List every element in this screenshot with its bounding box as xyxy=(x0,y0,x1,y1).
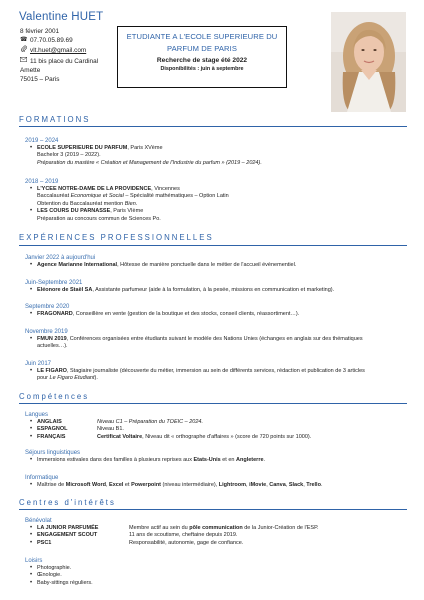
formation-esp xyxy=(25,137,405,167)
experience-figaro xyxy=(25,360,405,383)
list-item: • Baby-sittings réguliers. xyxy=(25,580,405,587)
experience-date: Juin-Septembre 2021 xyxy=(25,280,83,286)
address-line-3: 75015 – Paris xyxy=(20,76,60,84)
experience-date: Juin 2017 xyxy=(25,361,52,367)
list-item: • FMUN 2019, Conférences organisées entre étudiants suivant le modèle des Nations Unies (échanges en anglais sur des thématiques xyxy=(25,336,405,343)
objective-box xyxy=(117,26,287,88)
objective-title-2: PARFUM DE PARIS xyxy=(167,43,237,53)
formation-detail: Préparation au concours commun de Sciences Po. xyxy=(37,215,161,222)
email-link[interactable]: vlt.huet@gmail.com xyxy=(30,47,87,55)
volunteer-item: • ENGAGEMENT SCOUT 11 ans de scoutisme, cheftaine depuis 2019. xyxy=(25,532,405,539)
objective-subtitle: Recherche de stage été 2022 xyxy=(156,57,248,64)
address-row xyxy=(20,57,98,66)
interets-benevolat xyxy=(25,517,405,547)
list-item: • Agence Marianne International, Hôtesse de manière ponctuelle dans le métier de l'accueil évènementiel. xyxy=(25,262,405,269)
interets-loisirs xyxy=(25,557,405,587)
volunteer-item: • PSC1 Responsabilité, autonomie, gage de confiance. xyxy=(25,540,405,547)
section-divider xyxy=(19,403,407,404)
experience-date: Janvier 2022 à aujourd'hui xyxy=(25,255,96,261)
availability: Disponibilités : juin à septembre xyxy=(160,66,244,72)
competences-sejours xyxy=(25,449,405,464)
formation-date: 2019 – 2024 xyxy=(25,138,59,144)
envelope-icon xyxy=(20,57,27,66)
list-item: • Maîtrise de Microsoft Word, Excel et Powerpoint (niveau intermédiaire), Lightroom, iMovie, Canva, Slack, Trello. xyxy=(25,482,405,489)
list-item: • ECOLE SUPERIEURE DU PARFUM, Paris XVème xyxy=(25,145,405,152)
list-item: • LE FIGARO, Stagiaire journaliste (découverte du métier, immersion au sein de différents services, rédaction et publication de 3 articles xyxy=(25,368,405,375)
list-item: • Immersions estivales dans des familles à plusieurs reprises aux Etats-Unis et en Angleterre. xyxy=(25,457,405,464)
section-heading-interets: Centres d'intérêts xyxy=(19,498,116,507)
phone-row xyxy=(20,36,98,45)
address-line-1: 11 bis place du Cardinal xyxy=(30,57,99,65)
formation-detail: Bachelor 3 (2019 – 2022). xyxy=(37,152,101,159)
candidate-name: Valentine HUET xyxy=(19,11,104,23)
language-item: • ANGLAIS Niveau C1 – Préparation du TOEIC – 2024. xyxy=(25,419,405,426)
competences-informatique xyxy=(25,474,405,489)
formation-detail: Obtention du Baccalauréat mention Bien. xyxy=(37,200,138,207)
section-divider xyxy=(19,126,407,127)
subsection-label: Langues xyxy=(25,412,49,418)
experience-stael xyxy=(25,279,405,294)
experience-fmun xyxy=(25,328,405,351)
contact-info xyxy=(20,27,98,84)
list-item: • FRAGONARD, Conseillère en vente (gestion de la boutique et des stocks, conseil clients, réassortiment…). xyxy=(25,311,405,318)
profile-photo xyxy=(331,12,406,112)
subsection-label: Informatique xyxy=(25,475,59,481)
section-divider xyxy=(19,245,407,246)
birth-date: 8 février 2001 xyxy=(20,28,60,35)
formation-lycee xyxy=(25,178,405,223)
list-item: • Œnologie. xyxy=(25,572,405,579)
volunteer-item: • LA JUNIOR PARFUMÉE Membre actif au sein du pôle communication de la Junior-Création de l'ESP. xyxy=(25,525,405,532)
list-item: • L'YCEE NOTRE-DAME DE LA PROVIDENCE, Vincennes xyxy=(25,186,405,193)
experience-fragonard xyxy=(25,303,405,318)
list-item: • LES COURS DU PARNASSE, Paris VIème xyxy=(25,208,405,215)
experience-date: Novembre 2019 xyxy=(25,329,68,335)
section-heading-experiences: EXPÉRIENCES PROFESSIONNELLES xyxy=(19,233,214,242)
experience-marianne xyxy=(25,254,405,269)
phone-icon: ☎ xyxy=(20,37,28,44)
subsection-label: Loisirs xyxy=(25,558,43,564)
language-item: • FRANÇAIS Certificat Voltaire, Niveau dit « orthographe d'affaires » (score de 720 points sur 1000). xyxy=(25,434,405,441)
phone-number: 07.70.05.89.69 xyxy=(30,37,73,45)
list-item: • Eléonore de Staël SA, Assistante parfumeur (aide à la formulation, à la pesée, missions en communication et marketing). xyxy=(25,287,405,294)
formation-detail: Préparation du mastère « Création et Management de l'Industrie du parfum » (2019 – 2024). xyxy=(37,159,262,166)
address-line-2: Amette xyxy=(20,66,41,74)
email-row xyxy=(20,45,98,56)
subsection-label: Bénévolat xyxy=(25,518,52,524)
language-item: • ESPAGNOL Niveau B1. xyxy=(25,426,405,433)
competences-langues xyxy=(25,411,405,441)
subsection-label: Séjours linguistiques xyxy=(25,450,81,456)
formation-date: 2018 – 2019 xyxy=(25,179,59,185)
experience-date: Septembre 2020 xyxy=(25,304,70,310)
section-divider xyxy=(19,509,407,510)
objective-title-1: ETUDIANTE A L'ECOLE SUPERIEURE DU xyxy=(126,32,278,41)
list-item: • Photographie. xyxy=(25,565,405,572)
experience-detail: pour Le Figaro Etudiant). xyxy=(37,375,98,382)
formation-detail: Baccalauréat Economique et Social – Spécialité mathématiques – Option Latin xyxy=(37,193,229,200)
section-heading-formations: FORMATIONS xyxy=(19,115,91,124)
experience-detail: actuelles…). xyxy=(37,343,68,350)
paperclip-icon xyxy=(20,45,27,56)
section-heading-competences: Compétences xyxy=(19,392,90,401)
